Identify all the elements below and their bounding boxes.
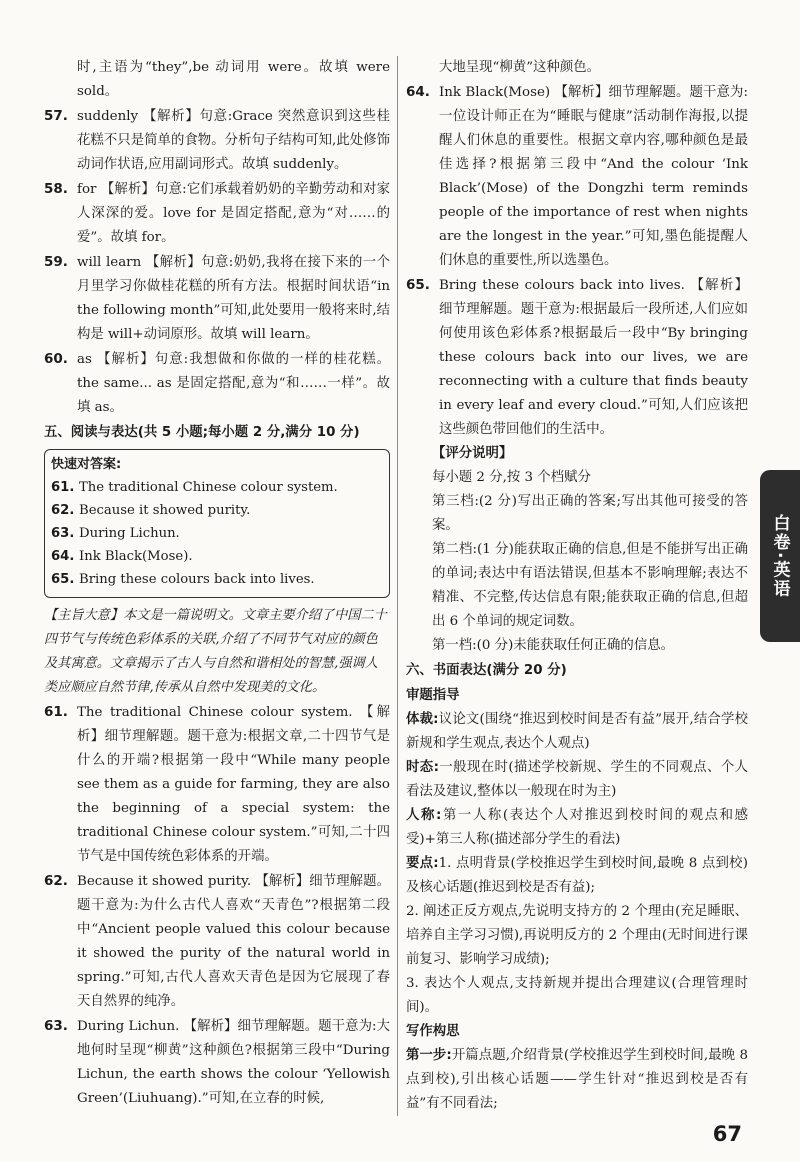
answer-62: 62. Because it showed purity. 【解析】细节理解题。题干意为:为什么古代人喜欢“天青色”?根据第二段中“Ancient people valued this colour because it showed the purity of the natural world in spring.”可知,古代人喜欢天青色是因为它展现了春天自然界的纯净。 bbox=[44, 873, 390, 1009]
quick-answer-65: 65. Bring these colours back into lives. bbox=[51, 572, 315, 587]
quick-answer-64: 64. Ink Black(Mose). bbox=[51, 549, 193, 564]
right-column bbox=[406, 56, 748, 1116]
scoring-title: 【评分说明】 bbox=[432, 446, 513, 461]
writing-title: 写作构思 bbox=[406, 1024, 460, 1039]
scoring-notes bbox=[406, 442, 748, 658]
quick-answer-62: 62. Because it showed purity. bbox=[51, 503, 251, 518]
answer-58: 58. for 【解析】句意:它们承载着奶奶的辛勤劳动和对家人深深的爱。love for 是固定搭配,意为“对……的爱”。故填 for。 bbox=[44, 181, 390, 245]
key-point-2: 2. 阐述正反方观点,先说明支持方的 2 个理由(充足睡眠、培养自主学习习惯),再说明反方的 2 个理由(无时间进行课前复习、影响学习成绩); bbox=[406, 904, 748, 967]
scoring-line-1: 每小题 2 分,按 3 个档赋分 bbox=[432, 470, 591, 485]
quick-answer-63: 63. During Lichun. bbox=[51, 526, 180, 541]
quick-answer-title: 快速对答案: bbox=[51, 457, 122, 472]
answer-57: 57. suddenly 【解析】句意:Grace 突然意识到这些桂花糕不只是简单的食物。分析句子结构可知,此处修饰动词作状语,应用副词形式。故填 suddenly。 bbox=[44, 108, 390, 172]
main-idea: 【主旨大意】本文是一篇说明文。文章主要介绍了中国二十四节气与传统色彩体系的关联,介绍了不同节气对应的颜色及其寓意。文章揭示了古人与自然和谐相处的智慧,强调人类应顺应自然节律,传承从自然中发现美的文化。 bbox=[44, 608, 387, 695]
key-points: 要点:1. 点明背景(学校推迟学生到校时间,最晚 8 点到校)及核心话题(推迟到校是否有益); bbox=[406, 856, 748, 895]
section-5-heading: 五、阅读与表达(共 5 小题;每小题 2 分,满分 10 分) bbox=[44, 425, 360, 440]
scoring-line-3: 第二档:(1 分)能获取正确的信息,但是不能拼写出正确的单词;表达中有语法错误,但基本不影响理解;表达不精准、不完整,传达信息有限;能获取正确的信息,但超出 6 个单词的规定词数。 bbox=[432, 542, 748, 629]
answer-59: 59. will learn 【解析】句意:奶奶,我将在接下来的一个月里学习你做桂花糕的所有方法。根据时间状语“in the following month”可知,此处要用一般将来时,结构是 will+动词原形。故填 will learn。 bbox=[44, 254, 390, 342]
key-point-3: 3. 表达个人观点,支持新规并提出合理建议(合理管理时间)。 bbox=[406, 976, 748, 1015]
tense: 时态:一般现在时(描述学校新规、学生的不同观点、个人看法及建议,整体以一般现在时为主) bbox=[406, 760, 748, 799]
genre: 体裁:议论文(围绕“推迟到校时间是否有益”展开,结合学校新规和学生观点,表达个人观点) bbox=[406, 712, 748, 751]
guide-title: 审题指导 bbox=[406, 688, 460, 703]
scoring-line-2: 第三档:(2 分)写出正确的答案;写出其他可接受的答案。 bbox=[432, 494, 748, 533]
quick-answer-61: 61. The traditional Chinese colour system. bbox=[51, 480, 338, 495]
answer-63-continuation: 大地呈现“柳黄”这种颜色。 bbox=[439, 60, 600, 75]
subject-side-tab: 白卷·英语 bbox=[760, 470, 800, 642]
quick-answer-box bbox=[44, 449, 390, 598]
answer-65: 65. Bring these colours back into lives. 【解析】细节理解题。题干意为:根据最后一段所述,人们应如何使用该色彩体系?根据最后一段中“By bringing these colours back into our lives, we are reconnecting with a culture that finds beauty in every leaf and every cloud.”可知,人们应该把这些颜色带回他们的生活中。 bbox=[406, 277, 748, 437]
answer-56-continuation: 时,主语为“they”,be 动词用 were。故填 were sold。 bbox=[77, 60, 390, 99]
step-1: 第一步:开篇点题,介绍背景(学校推迟学生到校时间,最晚 8 点到校),引出核心话题——学生针对“推迟到校是否有益”有不同看法; bbox=[406, 1048, 749, 1111]
left-column bbox=[44, 56, 390, 1111]
answer-61: 61. The traditional Chinese colour system. 【解析】细节理解题。题干意为:根据文章,二十四节气是什么的开端?根据第一段中“While many people see them as a guide for farming, they are also the beginning of a special system: the traditional Chinese colour system.”可知,二十四节气是中国传统色彩体系的开端。 bbox=[44, 704, 390, 864]
scoring-line-4: 第一档:(0 分)未能获取任何正确的信息。 bbox=[432, 638, 674, 653]
column-divider bbox=[397, 56, 398, 1116]
page-number: 67 bbox=[712, 1122, 742, 1146]
section-6-heading: 六、书面表达(满分 20 分) bbox=[406, 663, 567, 678]
answer-64: 64. Ink Black(Mose) 【解析】细节理解题。题干意为:一位设计师正在为“睡眠与健康”活动制作海报,以提醒人们休息的重要性。根据文章内容,哪种颜色是最佳选择?根据第三段中“And the colour ‘Ink Black’(Mose) of the Dongzhi term reminds people of the importance of rest when nights are the longest in the year.”可知,墨色能提醒人们休息的重要性,所以选墨色。 bbox=[406, 84, 748, 268]
person: 人称:第一人称(表达个人对推迟到校时间的观点和感受)+第三人称(描述部分学生的看法) bbox=[406, 808, 748, 847]
answer-60: 60. as 【解析】句意:我想做和你做的一样的桂花糕。the same... as 是固定搭配,意为“和……一样”。故填 as。 bbox=[44, 351, 390, 415]
answer-63: 63. During Lichun. 【解析】细节理解题。题干意为:大地何时呈现“柳黄”这种颜色?根据第三段中“During Lichun, the earth shows the colour ‘Yellowish Green’(Liuhuang).”可知,在立春的时候, bbox=[44, 1018, 390, 1106]
